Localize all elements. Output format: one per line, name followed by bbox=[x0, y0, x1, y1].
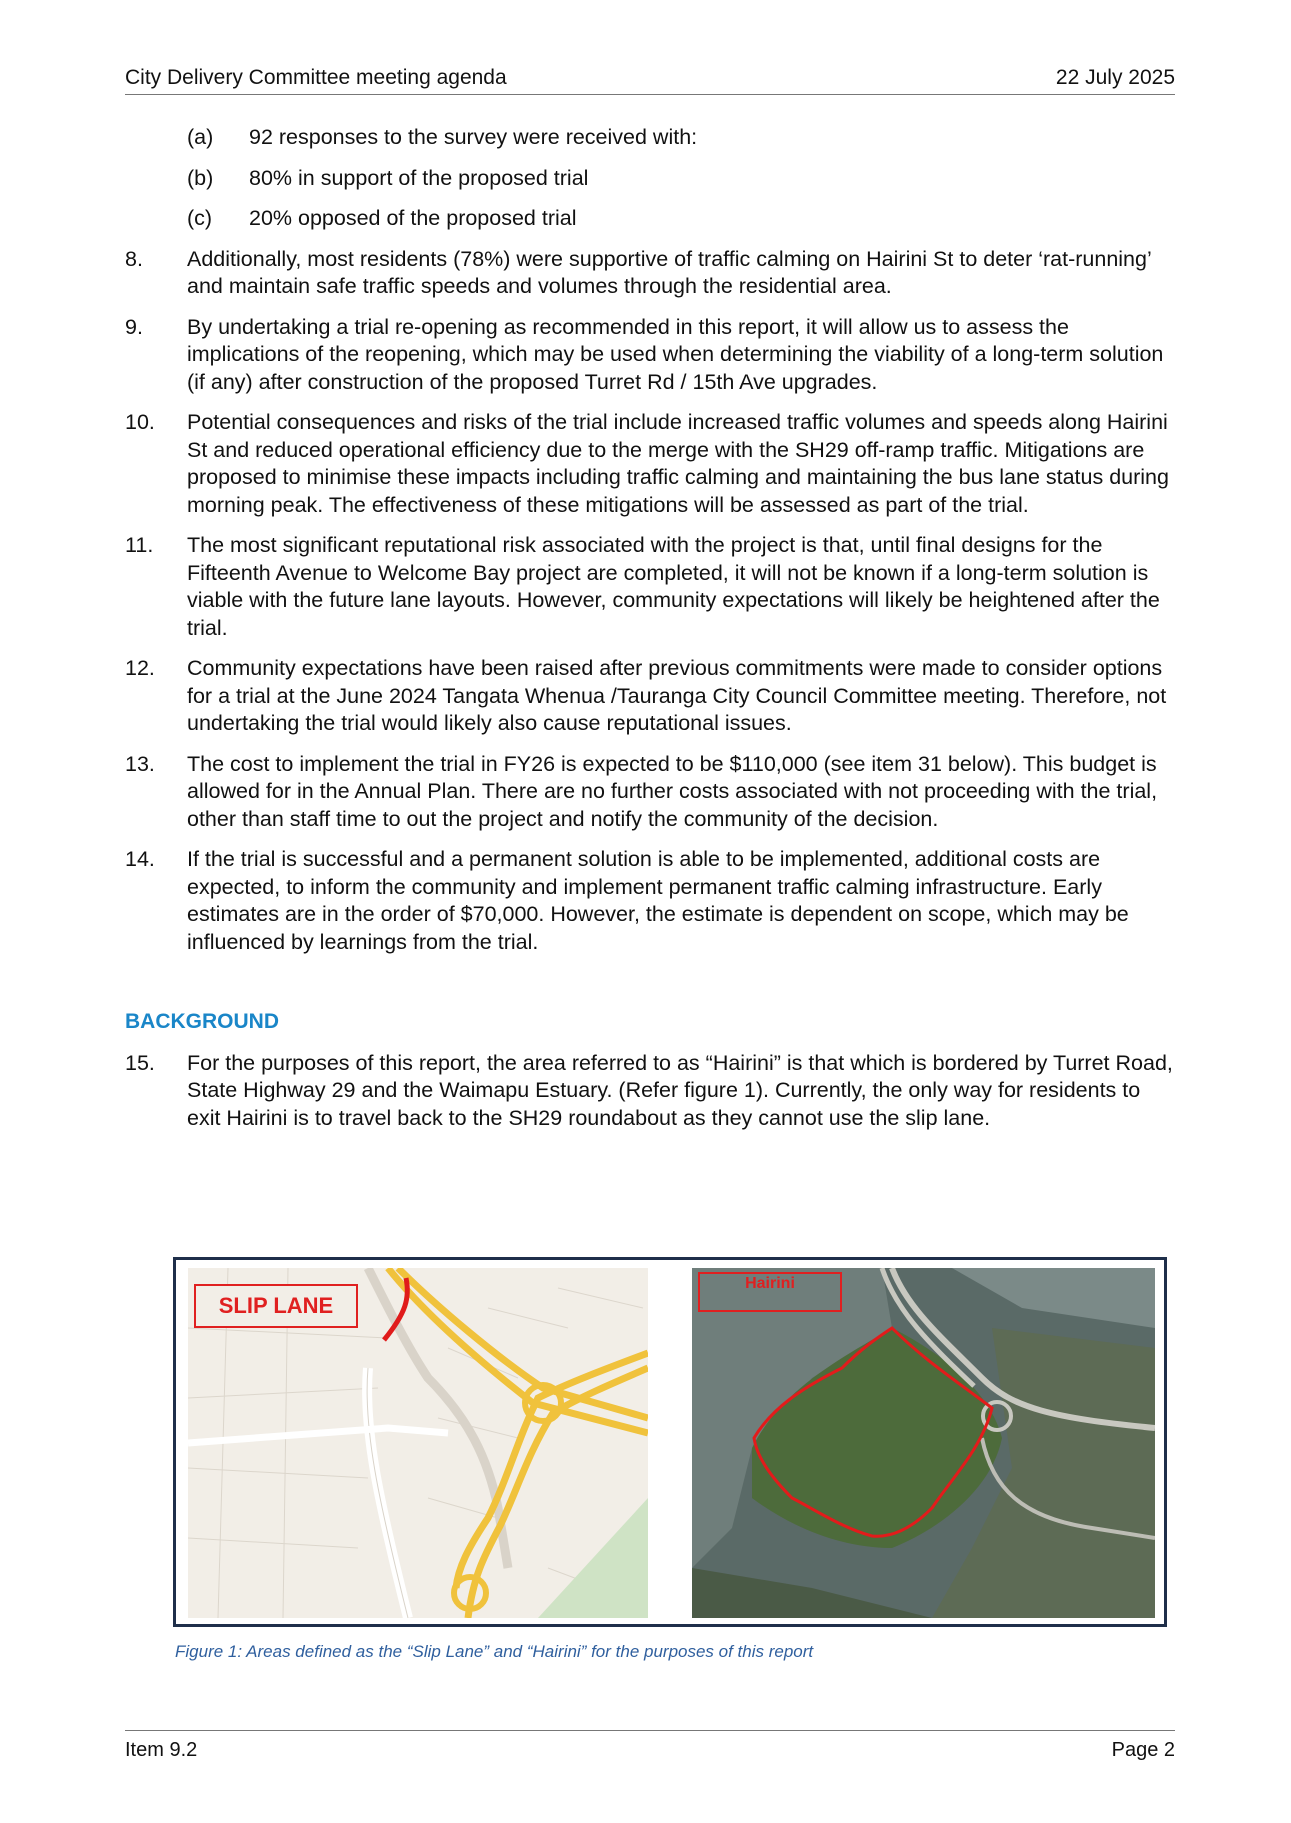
paragraph bbox=[125, 751, 1175, 834]
paragraph bbox=[125, 655, 1175, 738]
paragraph-text: Additionally, most residents (78%) were supportive of traffic calming on Hairini St to deter ‘rat-running’ and maintain safe traffic speeds and volumes through the residential area. bbox=[187, 246, 1151, 298]
paragraph-text: The cost to implement the trial in FY26 is expected to be $110,000 (see item 31 below). This budget is allowed for in the Annual Plan. There are no further costs associated with not proceeding with the trial, other than staff time to out the project and notify the community of the decision. bbox=[187, 751, 1158, 831]
paragraph-text: The most significant reputational risk associated with the project is that, until final designs for the Fifteenth Avenue to Welcome Bay project are completed, it will not be known if a long-term solution is viable with the future lane layouts. However, community expectations will likely be heightened after the trial. bbox=[187, 533, 1160, 640]
paragraph-text: If the trial is successful and a permanent solution is able to be implemented, additional costs are expected, to inform the community and implement permanent traffic calming infrastructure. Early estimates are in the order of $70,000. However, the estimate is dependent on scope, which may be influenced by learnings from the trial. bbox=[187, 847, 1129, 954]
paragraph bbox=[125, 1050, 1175, 1133]
page-footer bbox=[125, 1730, 1175, 1762]
paragraph-number: 9. bbox=[125, 314, 143, 339]
footer-item: Item 9.2 bbox=[125, 1739, 198, 1761]
paragraph-number: 14. bbox=[125, 847, 155, 871]
background-heading: BACKGROUND bbox=[125, 1010, 279, 1033]
paragraph-text: For the purposes of this report, the area referred to as “Hairini” is that which is bordered by Turret Road, State Highway 29 and the Waimapu Estuary. (Refer figure 1). Currently, the only way for residents to exit Hairini is to travel back to the SH29 roundabout as they cannot use the slip lane. bbox=[187, 1050, 1173, 1130]
sub-item-text: 80% in support of the proposed trial bbox=[249, 165, 589, 190]
hairini-label: Hairini bbox=[698, 1272, 842, 1312]
paragraph-number: 11. bbox=[125, 533, 154, 557]
aerial-photo-drawing bbox=[692, 1268, 1155, 1618]
sub-item-label: (a) bbox=[187, 125, 214, 149]
paragraph-number: 8. bbox=[125, 246, 143, 271]
sub-item bbox=[187, 124, 1175, 152]
page-header bbox=[125, 66, 1175, 95]
paragraph bbox=[125, 314, 1175, 397]
aerial-photo bbox=[692, 1268, 1155, 1618]
paragraph bbox=[125, 532, 1175, 642]
paragraph-number: 12. bbox=[125, 656, 155, 680]
paragraph bbox=[125, 846, 1175, 956]
header-date: 22 July 2025 bbox=[1055, 66, 1175, 89]
sub-item bbox=[187, 205, 1175, 233]
sub-item-label: (b) bbox=[187, 165, 214, 190]
paragraph bbox=[125, 409, 1175, 519]
footer-page: Page 2 bbox=[1111, 1739, 1175, 1761]
slip-lane-label: SLIP LANE bbox=[194, 1284, 358, 1328]
paragraph-text: Potential consequences and risks of the trial include increased traffic volumes and speeds along Hairini St and reduced operational efficiency due to the merge with the SH29 off-ramp traffic. Mitigations are proposed to minimise these impacts including traffic calming and maintaining the bus lane status during morning peak. The effectiveness of these mitigations will be assessed as part of the trial. bbox=[187, 410, 1169, 517]
paragraph-number: 13. bbox=[125, 751, 155, 776]
figure-1 bbox=[173, 1257, 1167, 1627]
sub-item-label: (c) bbox=[187, 206, 213, 230]
paragraph-text: By undertaking a trial re-opening as recommended in this report, it will allow us to assess the implications of the reopening, which may be used when determining the viability of a long-term solution (if any) after construction of the proposed Turret Rd / 15th Ave upgrades. bbox=[187, 314, 1164, 394]
street-map-image bbox=[188, 1268, 648, 1618]
sub-item-text: 20% opposed of the proposed trial bbox=[249, 206, 577, 230]
sub-item-text: 92 responses to the survey were received with: bbox=[249, 125, 698, 149]
header-title: City Delivery Committee meeting agenda bbox=[125, 66, 507, 89]
figure-caption: Figure 1: Areas defined as the “Slip Lane” and “Hairini” for the purposes of this report bbox=[175, 1642, 814, 1661]
paragraph bbox=[125, 246, 1175, 301]
sub-item bbox=[187, 165, 1175, 193]
paragraph-number: 15. bbox=[125, 1050, 155, 1075]
document-body bbox=[125, 124, 1175, 1145]
paragraph-number: 10. bbox=[125, 410, 155, 434]
paragraph-text: Community expectations have been raised after previous commitments were made to consider options for a trial at the June 2024 Tangata Whenua /Tauranga City Council Committee meeting. Therefore, not undertaking the trial would likely also cause reputational issues. bbox=[187, 656, 1167, 735]
